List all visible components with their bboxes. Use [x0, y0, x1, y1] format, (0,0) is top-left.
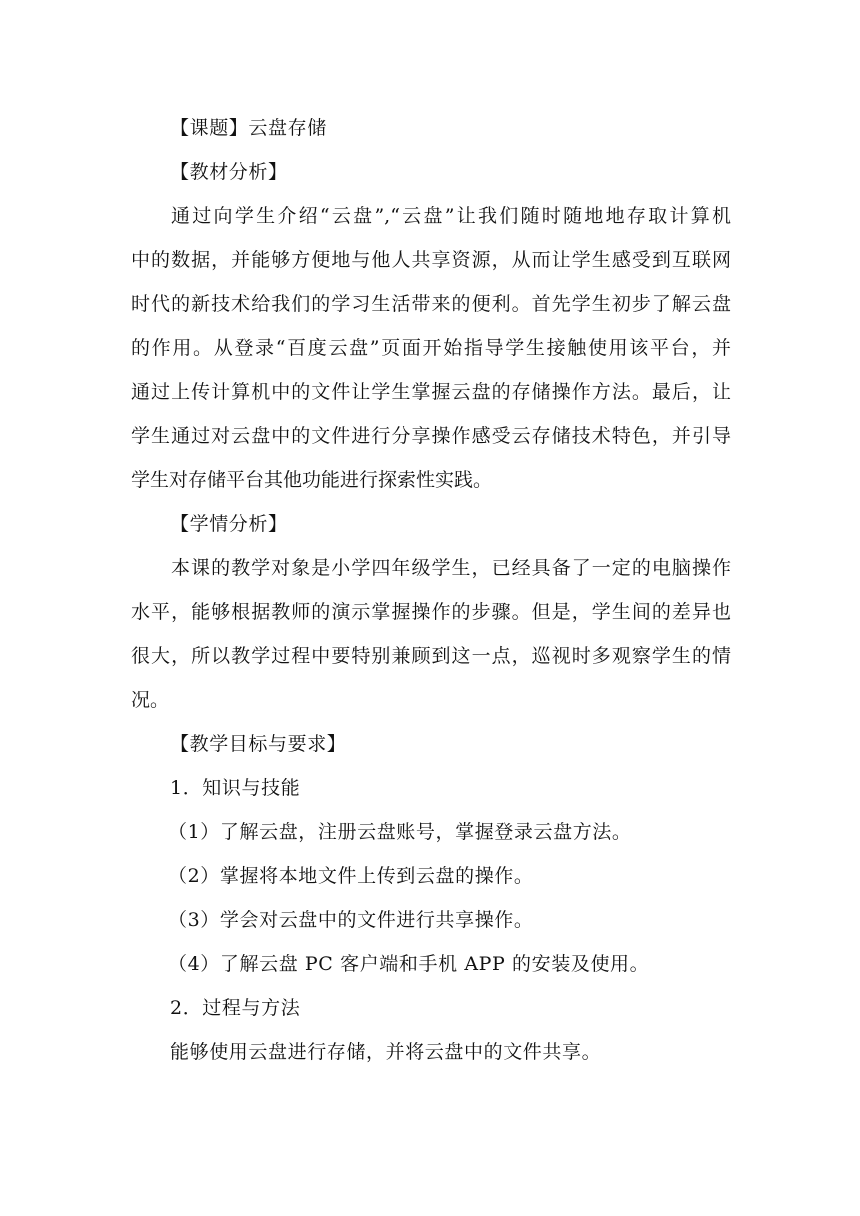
paragraph-line: 很大，所以教学过程中要特别兼顾到这一点，巡视时多观察学生的情: [131, 645, 731, 667]
goal-knowledge-skills-title: 1．知识与技能: [170, 777, 301, 799]
paragraph-line: 况。: [131, 689, 170, 711]
material-analysis-heading: 【教材分析】: [170, 161, 288, 183]
paragraph-line: 通过上传计算机中的文件让学生掌握云盘的存储操作方法。最后，让: [131, 381, 731, 403]
goal-item: （1）了解云盘，注册云盘账号，掌握登录云盘方法。: [168, 821, 632, 843]
goal-process-method-title: 2．过程与方法: [170, 997, 301, 1019]
paragraph-line: 时代的新技术给我们的学习生活带来的便利。首先学生初步了解云盘: [131, 293, 731, 315]
paragraph-line: 水平，能够根据教师的演示掌握操作的步骤。但是，学生间的差异也: [131, 601, 731, 623]
paragraph-line: 中的数据，并能够方便地与他人共享资源，从而让学生感受到互联网: [131, 249, 731, 271]
paragraph-line: 学生通过对云盘中的文件进行分享操作感受云存储技术特色，并引导: [131, 425, 731, 447]
topic-heading: 【课题】云盘存储: [170, 117, 327, 139]
paragraph-line: 学生对存储平台其他功能进行探索性实践。: [131, 469, 493, 491]
goal-process-method-text: 能够使用云盘进行存储，并将云盘中的文件共享。: [170, 1041, 602, 1063]
paragraph-line: 本课的教学对象是小学四年级学生，已经具备了一定的电脑操作: [171, 557, 731, 579]
goal-item: （3）学会对云盘中的文件进行共享操作。: [168, 909, 534, 931]
learner-analysis-heading: 【学情分析】: [170, 513, 288, 535]
teaching-goals-heading: 【教学目标与要求】: [170, 733, 347, 755]
paragraph-line: 的作用。从登录“百度云盘”页面开始指导学生接触使用该平台，并: [131, 337, 731, 359]
goal-item: （4）了解云盘 PC 客户端和手机 APP 的安装及使用。: [168, 953, 650, 975]
paragraph-line: 通过向学生介绍“云盘”,“云盘”让我们随时随地地存取计算机: [171, 205, 731, 227]
goal-item: （2）掌握将本地文件上传到云盘的操作。: [168, 865, 534, 887]
